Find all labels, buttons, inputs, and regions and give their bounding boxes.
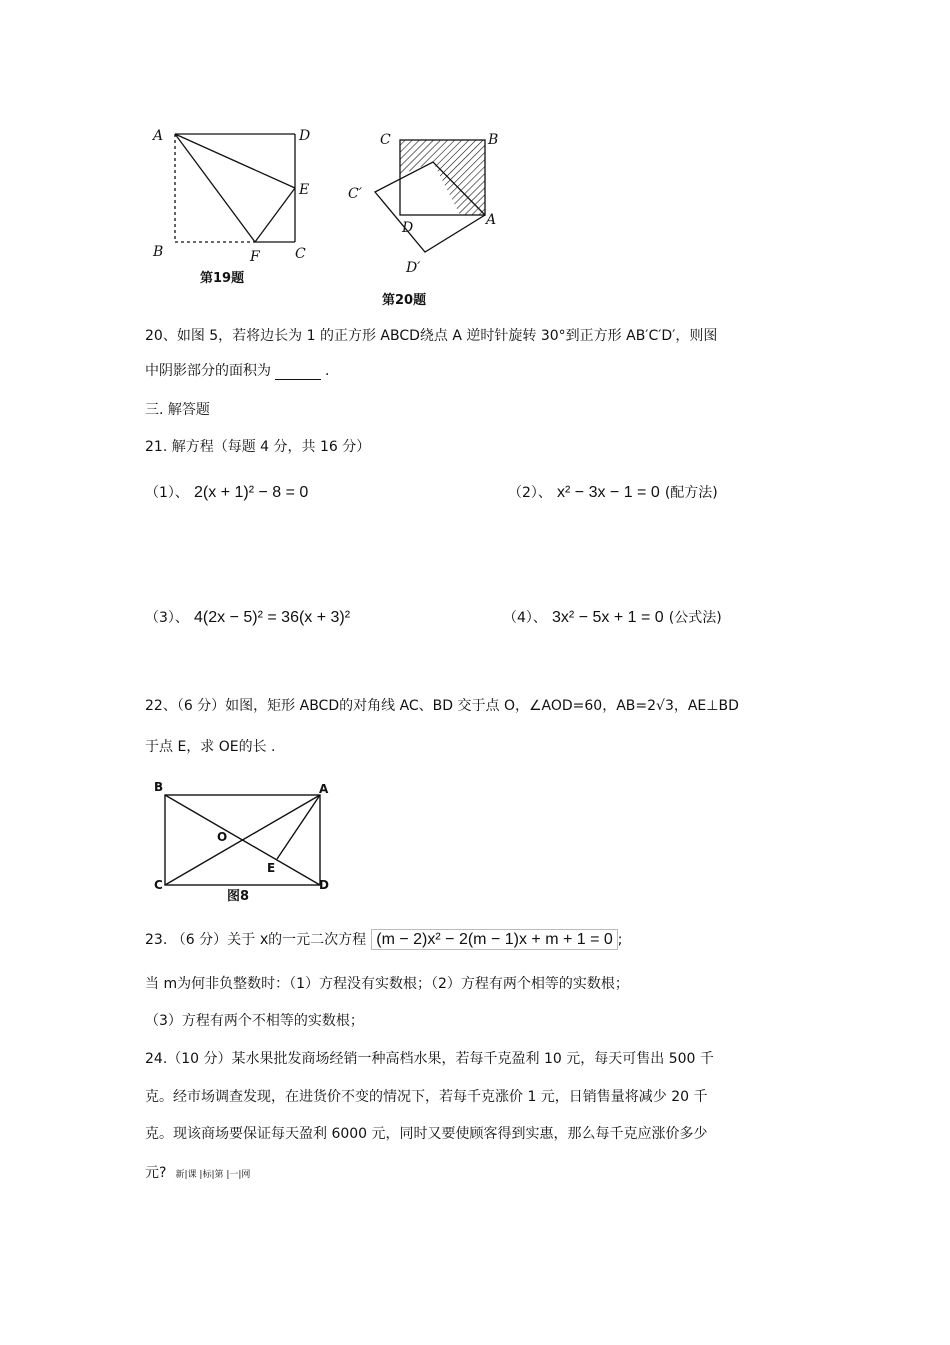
figure-19 (145, 120, 325, 290)
q23-equation: (m − 2)x² − 2(m − 1)x + m + 1 = 0 (371, 929, 618, 950)
label-f: F (250, 249, 260, 265)
q24-line2: 克。经市场调查发现，在进货价不变的情况下，若每千克涨价 1 元，日销售量将减少 20 千 (145, 1089, 708, 1105)
q23-variable: x (260, 931, 269, 948)
seg-af (175, 134, 255, 242)
label-b: B (488, 132, 499, 148)
shaded-region (400, 140, 485, 215)
answer-blank[interactable] (275, 365, 321, 380)
q21-p2-method: (配方法) (664, 485, 718, 501)
label-a: A (153, 128, 164, 144)
q21-p4-label: （4）、 (503, 610, 547, 626)
seg-ae (175, 134, 295, 188)
label-d: D (319, 878, 329, 892)
q21-part3 (145, 607, 350, 627)
q20-line2 (145, 362, 329, 380)
q21-part4 (503, 607, 722, 627)
q21-p2-equation: x² − 3x − 1 = 0 (557, 484, 660, 501)
segment-ae (277, 795, 320, 859)
q21-p4-equation: 3x² − 5x + 1 = 0 (552, 609, 664, 626)
q21-p2-label: （2）、 (508, 485, 552, 501)
watermark: 新|课 |标|第 |一|网 (175, 1170, 251, 1180)
label-d-prime: D′ (406, 260, 421, 276)
figure-8 (145, 775, 345, 905)
q24-line4-text: 元? (145, 1165, 167, 1181)
q24-line4 (145, 1162, 250, 1182)
q23-line1 (145, 929, 623, 949)
q21-p4-method: (公式法) (668, 610, 722, 626)
q20-line2-end: . (325, 363, 330, 379)
label-c: C (380, 132, 391, 148)
label-d: D (299, 128, 311, 144)
q23-tail: ; (617, 932, 623, 948)
caption-19: 第19题 (200, 271, 245, 286)
label-e: E (299, 182, 310, 198)
label-c: C (154, 878, 163, 892)
q22-line1: 22、（6 分）如图，矩形 ABCD的对角线 AC、BD 交于点 O，∠AOD=60，AB=2√3，AE⊥BD (145, 698, 739, 714)
q21-p1-equation: 2(x + 1)² − 8 = 0 (194, 484, 309, 501)
q23-mid: 的一元二次方程 (268, 932, 367, 948)
q23-line2: 当 m为何非负整数时：（1）方程没有实数根；（2）方程有两个相等的实数根； (145, 976, 629, 992)
caption-8: 图8 (227, 889, 250, 904)
q21-p3-equation: 4(2x − 5)² = 36(x + 3)² (194, 609, 351, 626)
label-o: O (217, 830, 228, 844)
q20-line1: 20、如图 5，若将边长为 1 的正方形 ABCD绕点 A 逆时针旋转 30°到正方形 AB′C′D′，则图 (145, 328, 718, 344)
q23-line3: （3）方程有两个不相等的实数根； (145, 1013, 364, 1029)
q21-p1-label: （1）、 (145, 485, 189, 501)
figure-20 (340, 120, 530, 310)
q23-lead: 23. （6 分）关于 (145, 932, 256, 948)
q24-line1: 24.（10 分）某水果批发商场经销一种高档水果，若每千克盈利 10 元，每天可售出 500 千 (145, 1051, 714, 1067)
q24-line3: 克。现该商场要保证每天盈利 6000 元，同时又要使顾客得到实惠，那么每千克应涨价多少 (145, 1126, 708, 1142)
q20-line2-text: 中阴影部分的面积为 (145, 363, 271, 379)
section-3-heading: 三. 解答题 (145, 402, 210, 418)
label-a: A (486, 212, 497, 228)
q22-line2: 于点 E，求 OE的长 . (145, 739, 276, 755)
q21-part1 (145, 482, 308, 502)
label-e: E (267, 861, 276, 875)
label-b: B (153, 244, 164, 260)
q21-part2 (508, 482, 718, 502)
q21-title: 21. 解方程（每题 4 分，共 16 分） (145, 439, 371, 455)
label-c: C (295, 246, 306, 262)
label-a: A (319, 782, 329, 796)
caption-20: 第20题 (382, 293, 427, 308)
seg-ef (255, 188, 295, 242)
label-b: B (154, 780, 164, 794)
label-d: D (402, 220, 414, 236)
label-c-prime: C′ (348, 186, 362, 202)
q21-p3-label: （3）、 (145, 610, 189, 626)
